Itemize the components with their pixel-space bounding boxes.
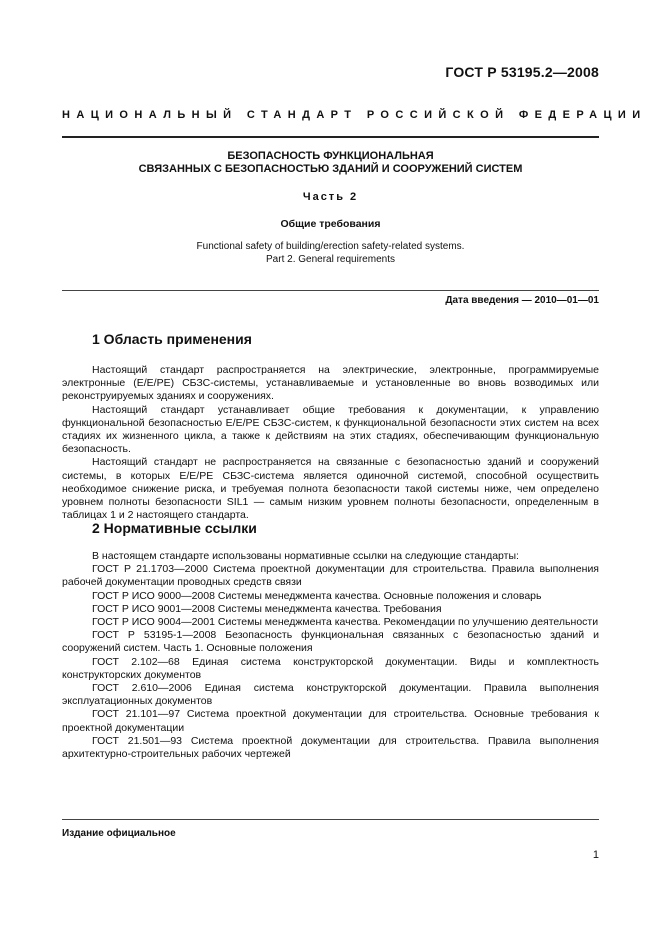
part-label: Часть 2 — [302, 191, 359, 203]
page-number: 1 — [592, 849, 599, 861]
reference-item: ГОСТ Р 21.1703—2000 Система проектной документации для строительства. Правила выполнения рабочей документации проводных средств связи — [62, 563, 599, 589]
section-heading-scope: 1 Область применения — [92, 331, 252, 347]
section-body-normative-references — [62, 550, 599, 761]
reference-item: ГОСТ Р ИСО 9000—2008 Системы менеджмента качества. Основные положения и словарь — [92, 589, 542, 602]
national-standard-banner: НАЦИОНАЛЬНЫЙ СТАНДАРТ РОССИЙСКОЙ ФЕДЕРАЦИИ — [62, 109, 647, 121]
introduction-date: Дата введения — 2010—01—01 — [445, 295, 599, 306]
reference-item: ГОСТ 2.102—68 Единая система конструкторской документации. Виды и комплектность конструкторских документов — [62, 655, 599, 681]
section-heading-normative-references: 2 Нормативные ссылки — [92, 520, 257, 536]
reference-item: ГОСТ Р 53195-1—2008 Безопасность функциональная связанных с безопасностью зданий и сооружений систем. Часть 1. Основные положения — [62, 629, 599, 655]
english-title — [62, 240, 599, 266]
english-title-line-1: Functional safety of building/erection safety-related systems. — [196, 241, 465, 252]
section-body-scope — [62, 364, 599, 522]
standard-number: ГОСТ Р 53195.2—2008 — [445, 64, 599, 80]
reference-item: ГОСТ Р ИСО 9004—2001 Системы менеджмента качества. Рекомендации по улучшению деятельности — [92, 616, 599, 629]
reference-item: ГОСТ 2.610—2006 Единая система конструкторской документации. Правила выполнения эксплуатационных документов — [62, 682, 599, 708]
document-subtitle: Общие требования — [280, 218, 381, 230]
title-line-2: СВЯЗАННЫХ С БЕЗОПАСНОСТЬЮ ЗДАНИЙ И СООРУЖЕНИЙ СИСТЕМ — [138, 163, 523, 175]
official-edition-label: Издание официальное — [62, 828, 176, 839]
paragraph: В настоящем стандарте использованы нормативные ссылки на следующие стандарты: — [92, 550, 519, 562]
reference-item: ГОСТ 21.101—97 Система проектной документации для строительства. Основные требования к проектной документации — [62, 708, 599, 734]
reference-item: ГОСТ 21.501—93 Система проектной документации для строительства. Правила выполнения архитектурно-строительных рабочих чертежей — [62, 734, 599, 761]
document-title — [62, 150, 599, 176]
title-line-1: БЕЗОПАСНОСТЬ ФУНКЦИОНАЛЬНАЯ — [227, 150, 434, 162]
title-divider — [62, 290, 599, 291]
reference-item: ГОСТ Р ИСО 9001—2008 Системы менеджмента качества. Требования — [92, 602, 442, 615]
paragraph: Настоящий стандарт не распространяется на связанные с безопасностью зданий и сооружений системы, в которых Е/Е/РЕ СБЗС-система является одиночной системой, способной осуществить необходимое снижение риска, и требуемая полнота безопасности такой системы ниже, чем определено уровнем полноты безопасности SIL1 — самым низким уровнем полноты безопасности, определенным в таблицах 1 и 2 настоящего стандарта. — [62, 456, 599, 522]
header-divider — [62, 136, 599, 138]
paragraph: Настоящий стандарт устанавливает общие требования к документации, к управлению функциональной безопасностью Е/Е/РЕ СБЗС-систем, к функциональной безопасности этих систем на всех стадиях их жизненного цикла, а также к действиям на этих стадиях, обеспечивающим функциональную безопасность. — [62, 403, 599, 456]
paragraph: Настоящий стандарт распространяется на электрические, электронные, программируемые электронные (Е/Е/РЕ) СБЗС-системы, устанавливаемые и установленные во вновь возводимых или реконструируемых зданиях и сооружениях. — [62, 364, 599, 403]
footer-divider — [62, 819, 599, 820]
english-title-line-2: Part 2. General requirements — [266, 254, 395, 265]
